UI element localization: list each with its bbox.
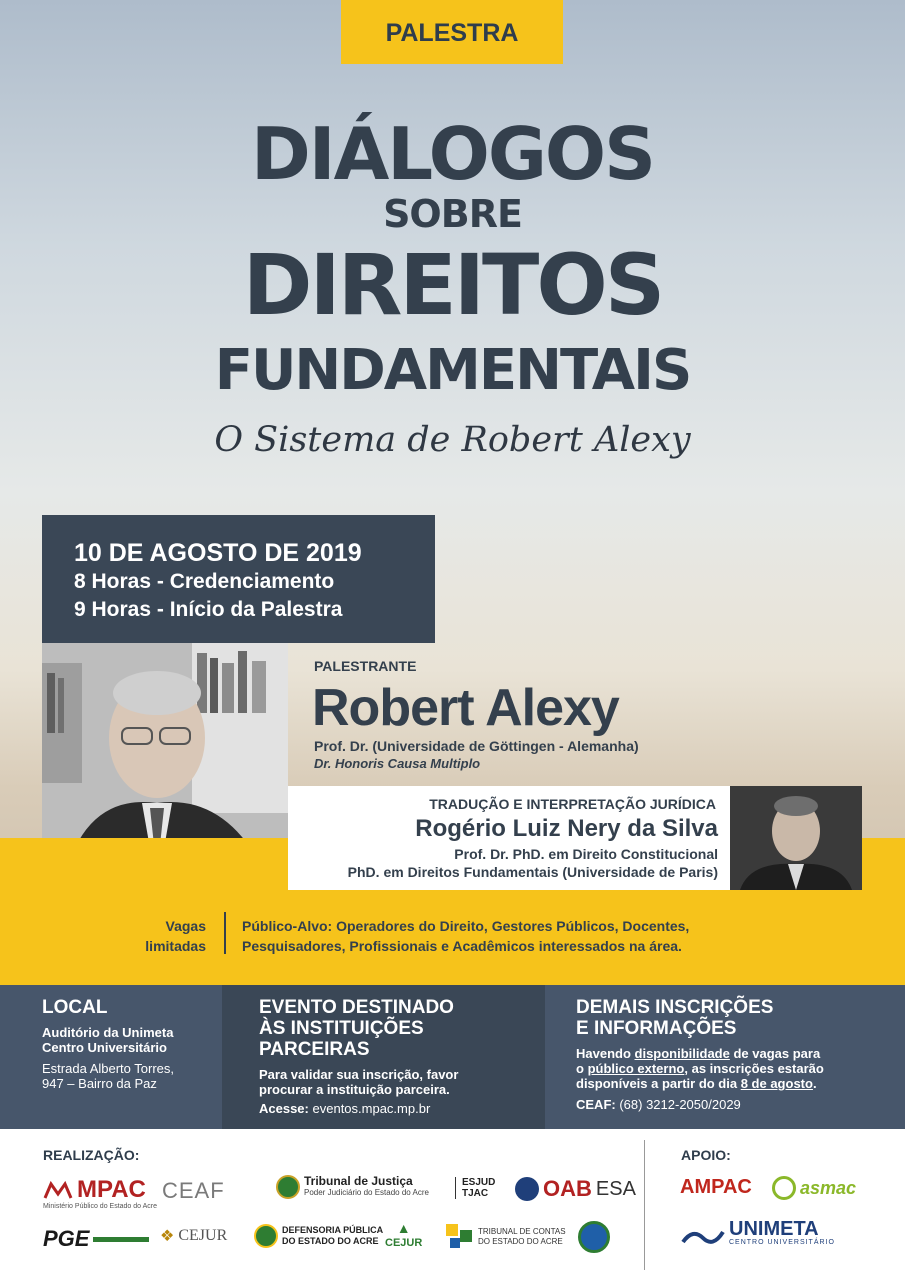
event-website-link[interactable]: eventos.mpac.mp.br bbox=[312, 1101, 431, 1116]
title-line-2: SOBRE bbox=[383, 192, 522, 236]
schedule-box bbox=[42, 515, 435, 643]
speaker-name: Robert Alexy bbox=[312, 679, 619, 737]
escola-contas-logo bbox=[578, 1221, 610, 1253]
event-type-tag: PALESTRA bbox=[341, 0, 563, 64]
escola-seal-icon bbox=[578, 1221, 610, 1253]
pge-stripe bbox=[93, 1237, 149, 1242]
realizacao-label: REALIZAÇÃO: bbox=[43, 1147, 140, 1163]
ampac-logo: AMPAC bbox=[680, 1176, 752, 1198]
asmac-ring-icon bbox=[772, 1176, 796, 1200]
local-heading: LOCAL bbox=[42, 997, 108, 1018]
translator-title-2: PhD. em Direitos Fundamentais (Universidade de Paris) bbox=[347, 864, 718, 880]
unimeta-wave-icon bbox=[681, 1224, 725, 1248]
cejur-logo: ❖ CEJUR bbox=[160, 1227, 228, 1245]
local-section: LOCAL Auditório da Unimeta Centro Universitário Estrada Alberto Torres, 947 – Bairro da Paz bbox=[0, 985, 222, 1129]
title-line-4: FUNDAMENTAIS bbox=[214, 338, 691, 403]
laurel-icon: ▲ bbox=[396, 1220, 411, 1236]
title-line-3: DIREITOS bbox=[242, 236, 663, 334]
translator-title-1: Prof. Dr. PhD. em Direito Constitucional bbox=[454, 846, 718, 862]
tj-crest-icon bbox=[276, 1175, 300, 1199]
contact-phone: (68) 3212-2050/2029 bbox=[619, 1097, 741, 1112]
subtitle: O Sistema de Robert Alexy bbox=[214, 420, 691, 460]
limited-seats-note: Vagas limitadas bbox=[145, 918, 206, 954]
tce-mark-icon bbox=[446, 1224, 474, 1250]
schedule-item-1: 8 Horas - Credenciamento bbox=[74, 570, 335, 593]
speaker-honoris: Dr. Honoris Causa Multiplo bbox=[314, 756, 481, 771]
title-line-1: DIÁLOGOS bbox=[251, 112, 654, 196]
defensoria-seal-icon bbox=[254, 1224, 278, 1248]
asmac-logo: asmac bbox=[772, 1176, 856, 1200]
ceaf-logo: CEAF bbox=[162, 1178, 225, 1203]
globe-icon bbox=[515, 1177, 539, 1201]
footer-divider bbox=[644, 1140, 645, 1270]
speaker-title: Prof. Dr. (Universidade de Göttingen - Alemanha) bbox=[314, 738, 639, 754]
pge-logo: PGE bbox=[43, 1226, 149, 1252]
mpac-logo: MPAC bbox=[43, 1176, 146, 1204]
speaker-label: PALESTRANTE bbox=[314, 658, 417, 674]
cejur-defensoria-logo: ▲ CEJUR bbox=[385, 1220, 423, 1249]
apoio-label: APOIO: bbox=[681, 1147, 731, 1163]
defensoria-logo: DEFENSORIA PÚBLICA DO ESTADO DO ACRE bbox=[254, 1224, 383, 1248]
other-registrations-section: DEMAIS INSCRIÇÕES E INFORMAÇÕES Havendo disponibilidade de vagas para o público externo, as inscrições estarão disponíveis a partir do dia 8 de agosto. CEAF: (68) 3212-2050/2029 bbox=[545, 985, 905, 1129]
tj-logo: Tribunal de Justiça Poder Judiciário do Estado do Acre bbox=[276, 1175, 429, 1199]
translator-photo bbox=[730, 786, 862, 890]
translator-name: Rogério Luiz Nery da Silva bbox=[415, 815, 718, 842]
oab-esa-logo: OAB ESA bbox=[515, 1176, 636, 1202]
esjud-logo: ESJUD TJAC bbox=[455, 1177, 495, 1199]
divider bbox=[224, 912, 226, 954]
cejur-mark-icon: ❖ bbox=[160, 1228, 175, 1245]
schedule-item-2: 9 Horas - Início da Palestra bbox=[74, 598, 343, 621]
unimeta-logo: UNIMETA CENTRO UNIVERSITÁRIO bbox=[681, 1222, 835, 1250]
mpac-subtitle: Ministério Público do Estado do Acre bbox=[43, 1203, 158, 1210]
target-audience: Público-Alvo: Operadores do Direito, Gestores Públicos, Docentes, Pesquisadores, Profissionais e Acadêmicos interessados na área. bbox=[242, 918, 690, 954]
translator-label: TRADUÇÃO E INTERPRETAÇÃO JURÍDICA bbox=[429, 796, 716, 812]
partners-section: EVENTO DESTINADO ÀS INSTITUIÇÕES PARCEIRAS Para validar sua inscrição, favor procurar a instituição parceira. Acesse: eventos.mpac.mp.br bbox=[222, 985, 545, 1129]
event-date: 10 DE AGOSTO DE 2019 bbox=[74, 539, 362, 567]
tce-logo: TRIBUNAL DE CONTAS DO ESTADO DO ACRE bbox=[446, 1224, 566, 1250]
